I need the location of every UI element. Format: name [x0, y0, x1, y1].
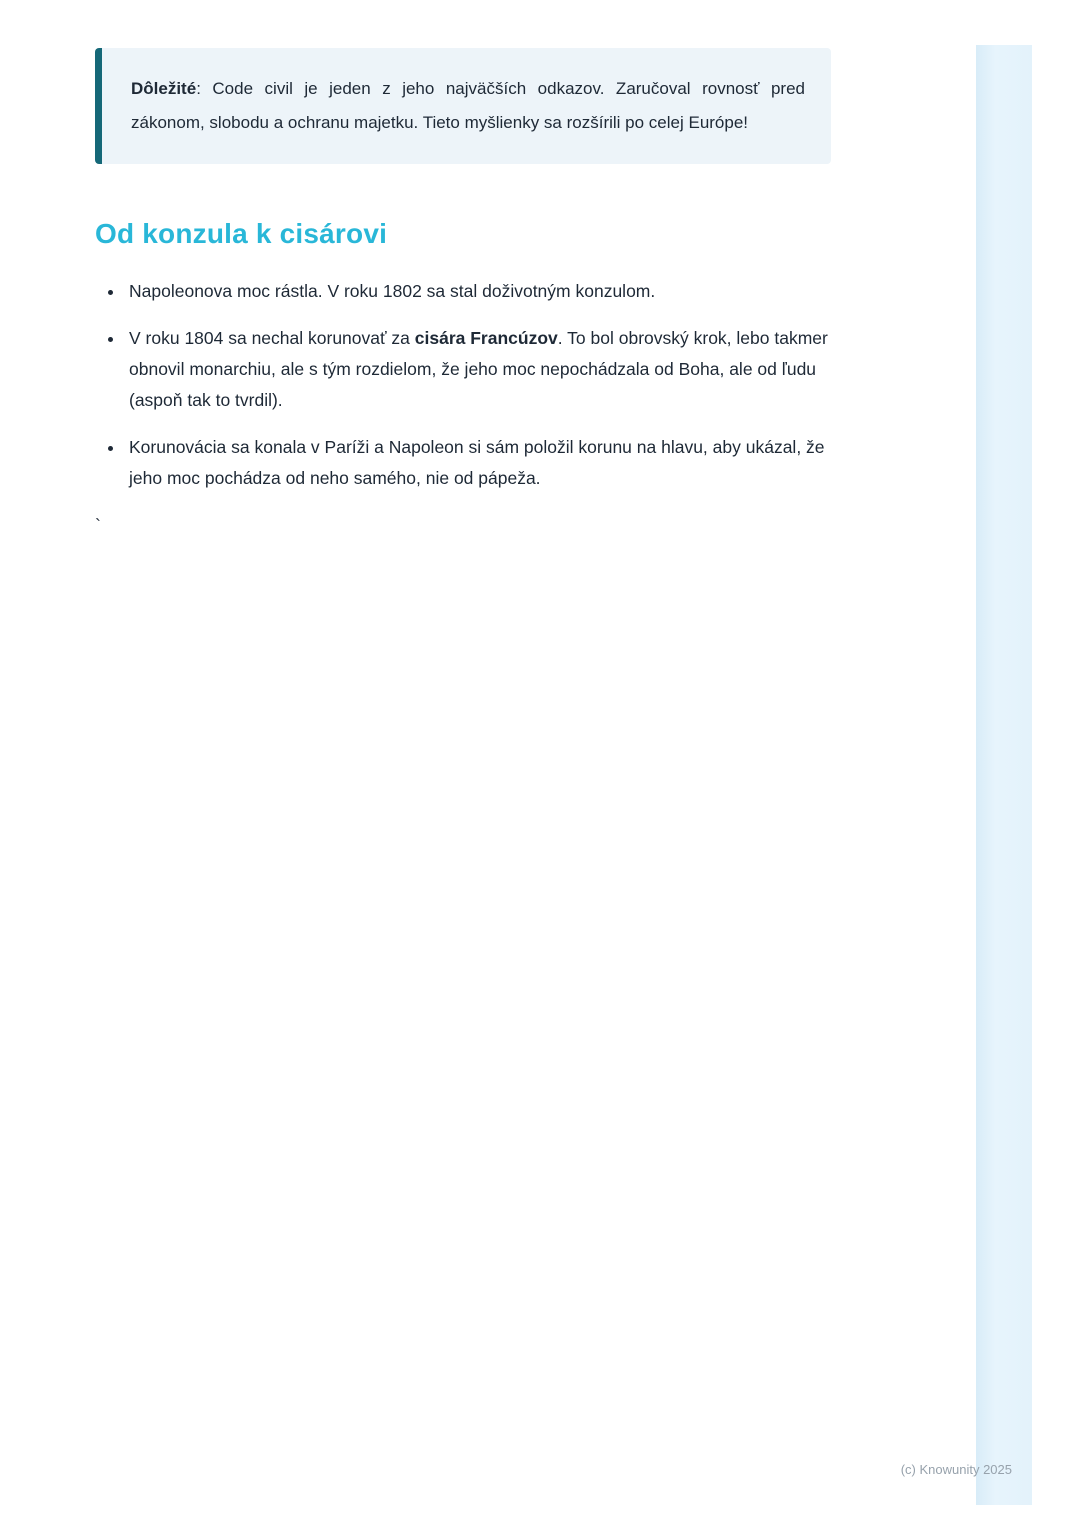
list-item: [125, 432, 831, 494]
list-item: [125, 276, 831, 307]
important-callout: [95, 48, 831, 164]
list-item: [125, 323, 831, 416]
bullet-list: [95, 276, 831, 494]
list-item-text: . To bol obrovský krok, lebo takmer obnovil monarchiu, ale s tým rozdielom, že jeho moc nepochádzala od Boha, ale od ľudu (aspoň tak to tvrdil).: [129, 328, 828, 410]
list-item-text: Napoleonova moc rástla. V roku 1802 sa stal doživotným konzulom.: [129, 281, 656, 301]
list-item-text: Korunovácia sa konala v Paríži a Napoleon si sám položil korunu na hlavu, aby ukázal, že jeho moc pochádza od neho samého, nie od pápeža.: [129, 437, 825, 488]
stray-character: `: [95, 516, 101, 536]
copyright-note: (c) Knowunity 2025: [900, 1462, 1012, 1477]
list-item-text: V roku 1804 sa nechal korunovať za: [129, 328, 415, 348]
callout-label: Dôležité: [131, 79, 197, 98]
callout-body: : Code civil je jeden z jeho najväčších odkazov. Zaručoval rovnosť pred zákonom, slobodu a ochranu majetku. Tieto myšlienky sa rozšírili po celej Európe!: [131, 79, 805, 132]
page-edge-strip: [976, 45, 1032, 1505]
section-heading: Od konzula k cisárovi: [95, 218, 388, 249]
page-content: [95, 48, 831, 537]
list-item-bold: cisára Francúzov: [414, 328, 558, 348]
callout-text: [131, 72, 805, 140]
